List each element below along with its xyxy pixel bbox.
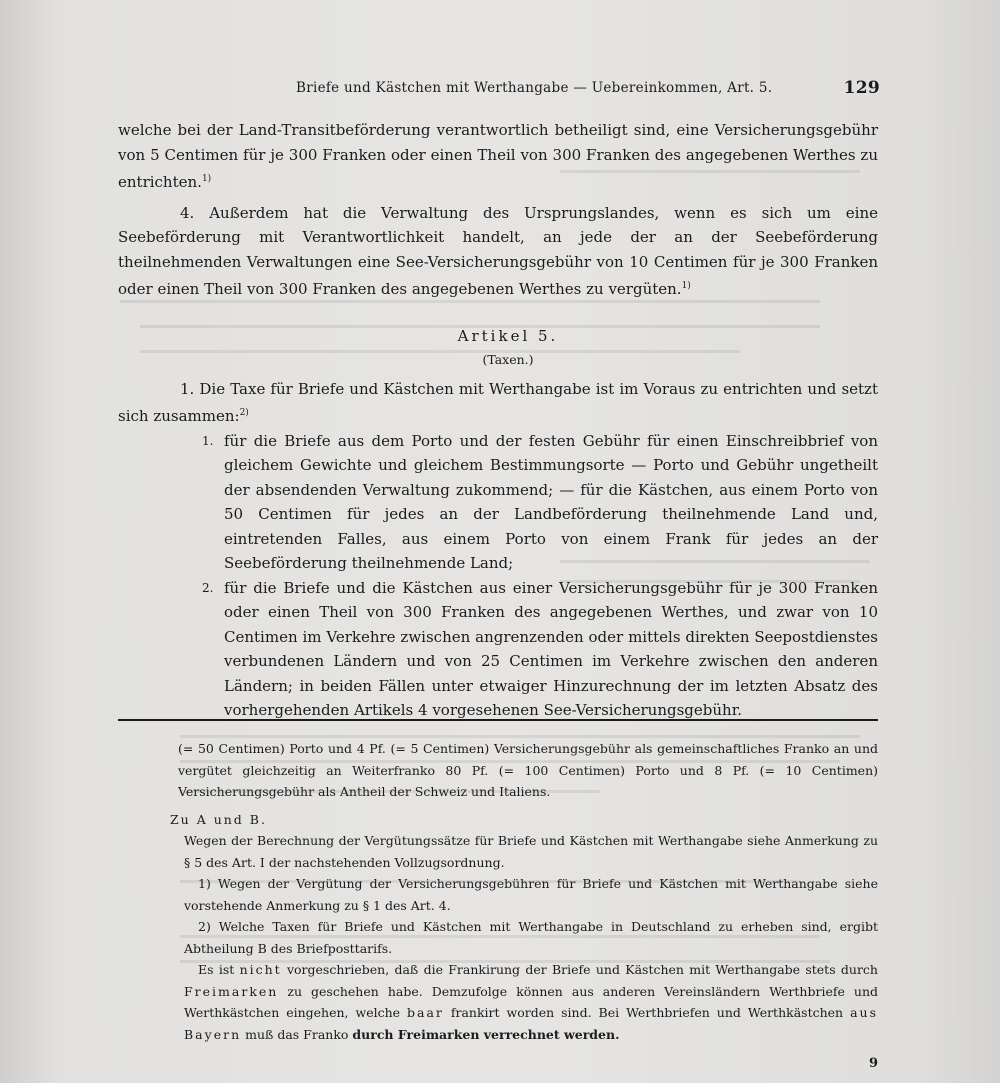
footnote-ref: 1): [201, 174, 212, 184]
sheet-number: 9: [868, 1056, 878, 1071]
list-item-text: für die Briefe aus dem Porto und der festen Gebühr für einen Einschreibbrief von gleichem Gewichte und gleichem Bestimmungsorte — Porto und Gebühr ungetheilt der absendenden Verwaltung zukommend; — für die Kästchen, aus einem Porto von 50 Centimen für jedes an der Landbeförderung theilnehmende Land und, eintretenden Falles, aus einem Porto von einem Frank für jedes an der Seebeförderung theilnehmende Land;: [224, 431, 878, 572]
list-item-text: für die Briefe und die Kästchen aus einer Versicherungsgebühr für je 300 Franken oder einen Theil von 300 Franken des angegebenen Werthes, und zwar von 10 Centimen im Verkehre zwischen angrenzenden oder mittels direkten Seepostdienstes verbundenen Ländern und von 25 Centimen im Verkehre zwischen den anderen Ländern; in beiden Fällen unter etwaiger Hinzurechnung der im letzten Absatz des vorhergehenden Artikels 4 vorgesehenen See-Versicherungsgebühr.: [224, 578, 878, 719]
footnote-ref: 2): [239, 408, 249, 418]
paragraph: [118, 118, 878, 195]
emphasis-text: aus Bayern: [184, 1005, 878, 1042]
note-paragraph: (= 50 Centimen) Porto und 4 Pf. (= 5 Centimen) Versicherungsgebühr als gemeinschaftliches Franko an und vergütet gleichzeitig an Weiterfranko 80 Pf. (= 100 Centimen) Porto und 8 Pf. (= 10 Centimen) Versicherungsgebühr als Antheil der Schweiz und Italiens.: [178, 741, 878, 799]
note-text: zu geschehen habe. Demzufolge können aus anderen Vereinsländern Werthbriefe und Werthkästchen eingehen, welche: [184, 983, 878, 1020]
article-subtitle: (Taxen.): [482, 352, 534, 367]
paragraph: [118, 201, 878, 302]
note-paragraph: [184, 959, 878, 1045]
emphasis-text: baar: [407, 1005, 444, 1020]
footnote-divider: [118, 719, 878, 721]
list-item: [118, 429, 878, 576]
paragraph-text: 1. Die Taxe für Briefe und Kästchen mit Werthangabe ist im Voraus zu entrichten und setzt sich zusammen:: [118, 379, 878, 425]
note-text: frankirt worden sind. Bei Werthbriefen und Werthkästchen: [443, 1005, 851, 1020]
emphasis-text: durch Freimarken verrechnet werden.: [352, 1026, 620, 1042]
page-header: [120, 78, 880, 100]
running-head: Briefe und Kästchen mit Werthangabe — Uebereinkommen, Art. 5.: [296, 80, 773, 96]
note-text: Es ist: [198, 962, 240, 977]
main-text: [118, 118, 878, 723]
note-text: vorgeschrieben, daß die Frankirung der Briefe und Kästchen mit Werthangabe stets durch: [281, 962, 878, 977]
note-heading: Zu A und B.: [170, 811, 267, 827]
paragraph-text: welche bei der Land-Transitbeförderung verantwortlich betheiligt sind, eine Versicherungsgebühr von 5 Centimen für je 300 Franken oder einen Theil von 300 Franken des angegebenen Werthes zu entrichten.: [118, 121, 878, 191]
list-item-number: 2.: [202, 580, 214, 595]
footnote-ref: 1): [681, 281, 691, 291]
article-title: Artikel 5.: [457, 326, 559, 345]
note-text: muß das Franko: [241, 1026, 353, 1042]
note-paragraph: 1) Wegen der Vergütung der Versicherungsgebühren für Briefe und Kästchen mit Werthangabe siehe vorstehende Anmerkung zu § 1 des Art. 4.: [184, 876, 878, 913]
note-paragraph: 2) Welche Taxen für Briefe und Kästchen mit Werthangabe in Deutschland zu erheben sind, ergibt Abtheilung B des Briefposttarifs.: [184, 919, 878, 956]
paragraph: [118, 377, 878, 429]
note-paragraph: Wegen der Berechnung der Vergütungssätze für Briefe und Kästchen mit Werthangabe siehe Anmerkung zu § 5 des Art. I der nachstehenden Vollzugsordnung.: [184, 833, 878, 870]
page-number: 129: [843, 78, 880, 98]
emphasis-text: Freimarken: [184, 983, 279, 999]
paragraph-text: 4. Außerdem hat die Verwaltung des Ursprungslandes, wenn es sich um eine Seebeförderung mit Verantwortlichkeit handelt, an jede der an der Seebeförderung theilnehmenden Verwaltungen eine See-Versicherungsgebühr von 10 Centimen für je 300 Franken oder einen Theil von 300 Franken des angegebenen Werthes zu vergüten.: [118, 203, 878, 298]
list-item: [118, 576, 878, 723]
list-item-number: 1.: [202, 433, 214, 448]
emphasis-text: nicht: [239, 962, 282, 977]
footnotes: [170, 738, 878, 1045]
